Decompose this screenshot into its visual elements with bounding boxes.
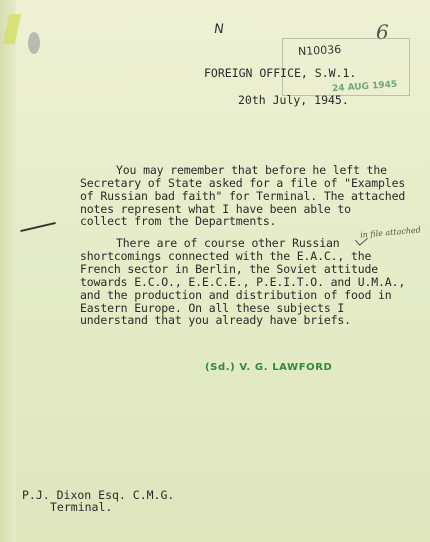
margin-annotation: in file attached bbox=[359, 225, 422, 240]
text-line: French sector in Berlin, the Soviet attitude bbox=[80, 262, 379, 276]
text-line: and the production and distribution of food in bbox=[80, 288, 392, 302]
letter-date: 20th July, 1945. bbox=[238, 93, 349, 107]
text-line: collect from the Departments. bbox=[80, 214, 277, 228]
office-address: FOREIGN OFFICE, S.W.1. bbox=[204, 66, 357, 80]
punch-hole bbox=[28, 32, 40, 54]
handwritten-mark: N bbox=[212, 22, 225, 37]
text-line: understand that you already have briefs. bbox=[80, 313, 351, 327]
signature-stamp: (Sd.) V. G. LAWFORD bbox=[205, 362, 333, 373]
text-line: There are of course other Russian bbox=[116, 236, 340, 250]
margin-pen-stroke bbox=[20, 222, 55, 232]
addressee-name: P.J. Dixon Esq. C.M.G. bbox=[22, 488, 175, 502]
page-edge bbox=[0, 0, 16, 542]
page-number: 6 bbox=[376, 20, 389, 44]
text-line: towards E.C.O., E.E.C.E., P.E.I.T.O. and U.M.A., bbox=[80, 275, 406, 289]
text-line: You may remember that before he left the bbox=[116, 163, 387, 177]
text-line: Secretary of State asked for a file of "Examples bbox=[80, 176, 406, 190]
text-line: Eastern Europe. On all these subjects I bbox=[80, 301, 345, 315]
text-line: of Russian bad faith" for Terminal. The attached bbox=[80, 189, 406, 203]
received-date-stamp: 24 AUG 1945 bbox=[331, 79, 398, 95]
text-line: shortcomings connected with the E.A.C., the bbox=[80, 249, 372, 263]
addressee-location: Terminal. bbox=[50, 500, 113, 514]
reference-number: N10036 bbox=[297, 42, 342, 59]
text-line: notes represent what I have been able to bbox=[80, 202, 351, 216]
